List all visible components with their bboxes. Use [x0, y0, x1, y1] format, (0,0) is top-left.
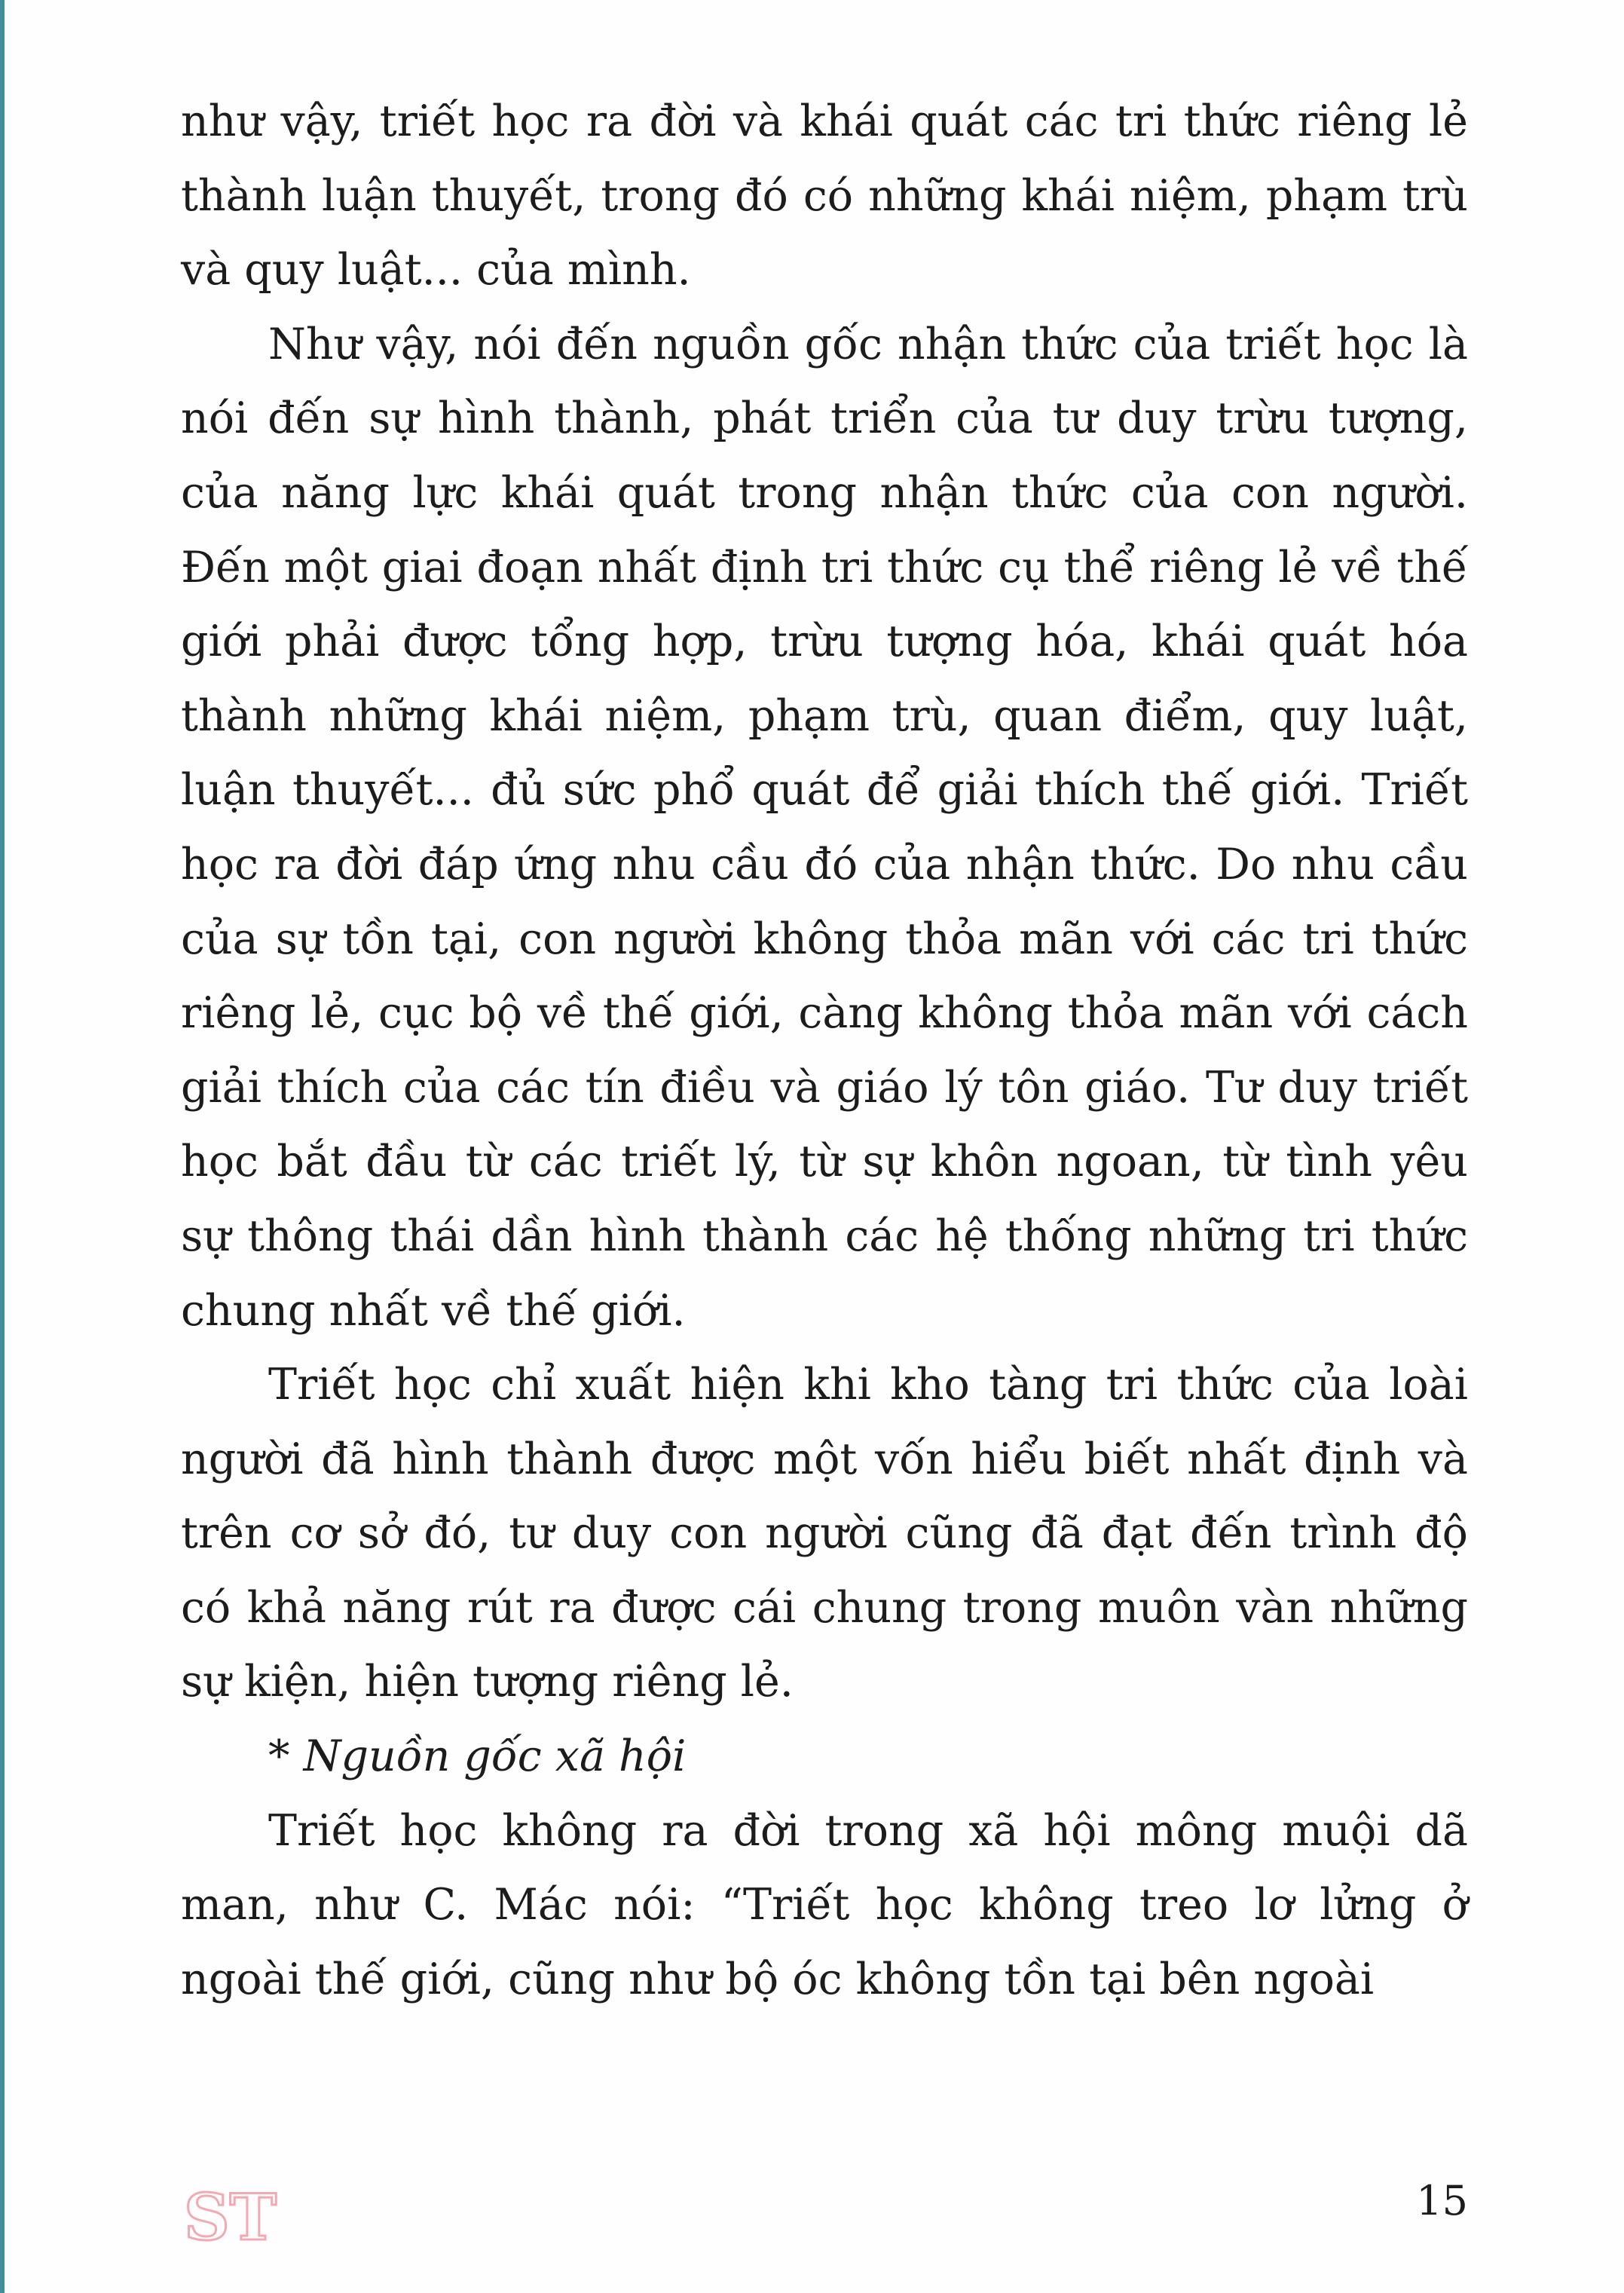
- svg-text:ST: ST: [184, 2180, 277, 2255]
- paragraph-social-origin: Triết học không ra đời trong xã hội mông muội dã man, như C. Mác nói: “Triết học không treo lơ lửng ở ngoài thế giới, cũng như bộ óc không tồn tại bên ngoài: [181, 1805, 1468, 2004]
- paragraph-cognitive-origin: Như vậy, nói đến nguồn gốc nhận thức của triết học là nói đến sự hình thành, phát triển của tư duy trừu tượng, của năng lực khái quát trong nhận thức của con người. Đến một giai đoạn nhất định tri thức cụ thể riêng lẻ về thế giới phải được tổng hợp, trừu tượng hóa, khái quát hóa thành những khái niệm, phạm trù, quan điểm, quy luật, luận thuyết... đủ sức phổ quát để giải thích thế giới. Triết học ra đời đáp ứng nhu cầu đó của nhận thức. Do nhu cầu của sự tồn tại, con người không thỏa mãn với các tri thức riêng lẻ, cục bộ về thế giới, càng không thỏa mãn với cách giải thích của các tín điều và giáo lý tôn giáo. Tư duy triết học bắt đầu từ các triết lý, từ sự khôn ngoan, từ tình yêu sự thông thái dần hình thành các hệ thống những tri thức chung nhất về thế giới.: [181, 319, 1468, 1336]
- publisher-logo-icon: [181, 2175, 277, 2255]
- paragraph-knowledge-base: Triết học chỉ xuất hiện khi kho tàng tri thức của loài người đã hình thành được một vốn hiểu biết nhất định và trên cơ sở đó, tư duy con người cũng đã đạt đến trình độ có khả năng rút ra được cái chung trong muôn vàn những sự kiện, hiện tượng riêng lẻ.: [181, 1360, 1468, 1707]
- paragraph-continuation: như vậy, triết học ra đời và khái quát các tri thức riêng lẻ thành luận thuyết, trong đó có những khái niệm, phạm trù và quy luật... của mình.: [181, 96, 1468, 295]
- page-number: 15: [1416, 2177, 1468, 2224]
- page-edge-border: [0, 0, 5, 2293]
- section-subheading: * Nguồn gốc xã hội: [268, 1731, 687, 1782]
- body-text: [181, 84, 1468, 2016]
